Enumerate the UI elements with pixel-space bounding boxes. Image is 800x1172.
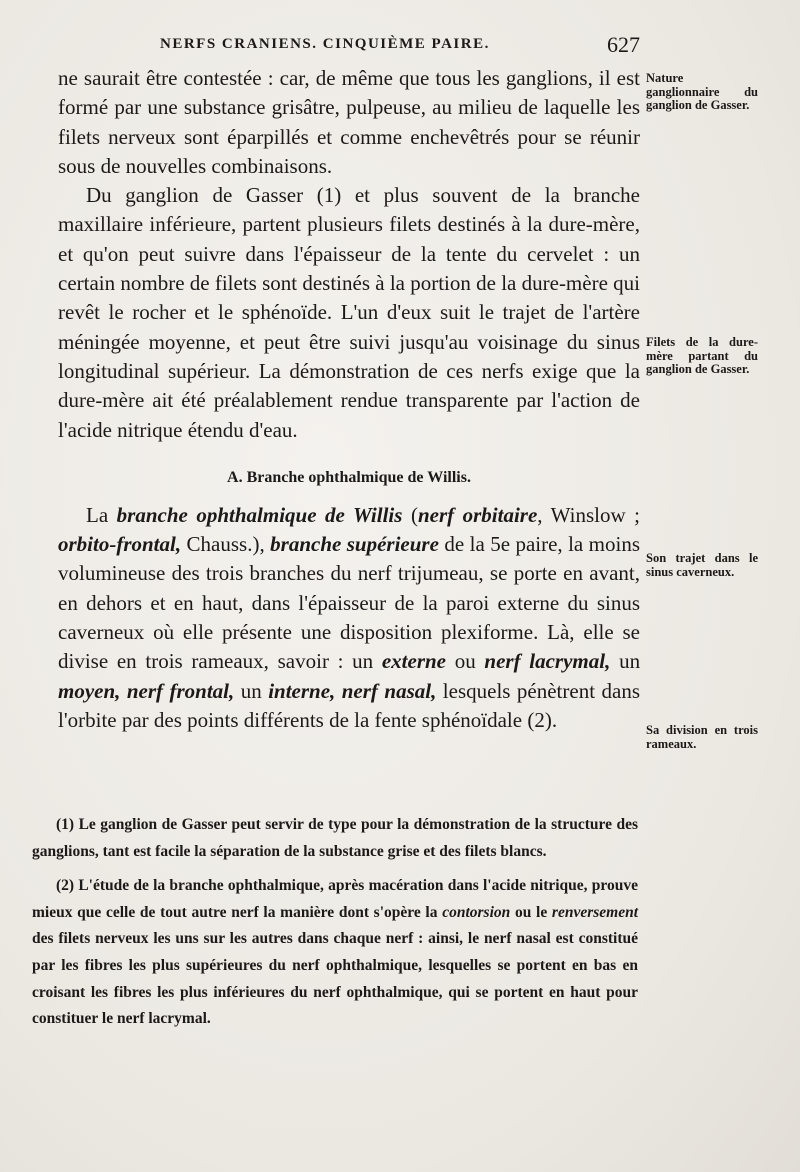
term-nerf-lacrymal: nerf lacrymal, bbox=[484, 649, 611, 674]
text-run: un bbox=[619, 649, 641, 674]
term-branche-superieure: branche supérieure bbox=[270, 532, 439, 557]
term-interne-nerf-nasal: interne, nerf nasal, bbox=[268, 678, 437, 703]
text-run: (2) L'étude de la branche ophthalmique, après macération dans l'acide nitrique, prouve mieux que celle de tout autre nerf la manière dont s'opère la bbox=[32, 877, 638, 921]
margin-note-division-rameaux: Sa division en trois rameaux. bbox=[646, 723, 758, 751]
paragraph-1: ne saurait être contestée : car, de même que tous les ganglions, il est formé par une substance grisâtre, pulpeuse, au milieu de laquelle les filets nerveux sont éparpillés et comme enchevêtrés pour se réunir sous de nouvelles combinaisons. bbox=[58, 66, 640, 178]
page-header bbox=[160, 32, 640, 60]
text-run: ou le bbox=[514, 903, 548, 921]
text-run: lesquels pénètrent dans l'orbite par des points différents de la fente sphénoïdale (2). bbox=[58, 678, 640, 732]
margin-note-filets-dure-mere: Filets de la dure-mère partant du ganglion de Gasser. bbox=[646, 335, 758, 376]
text-run: ou bbox=[454, 649, 476, 674]
margin-note-trajet-sinus: Son trajet dans le sinus caverneux. bbox=[646, 551, 758, 579]
margin-note-nature-ganglionnaire: Nature ganglionnaire du ganglion de Gasser. bbox=[646, 71, 758, 112]
text-run: des filets nerveux les uns sur les autres dans chaque nerf : ainsi, le nerf nasal est constitué par les fibres les plus supérieures du nerf ophthalmique, lesquelles se portent en bas en croisant les fibres les plus inférieures du nerf ophthalmique, qui se portent en haut pour constituer le nerf lacrymal. bbox=[32, 930, 638, 1028]
running-head: NERFS CRANIENS. CINQUIÈME PAIRE. bbox=[160, 36, 490, 52]
term-contorsion: contorsion bbox=[442, 903, 511, 921]
paragraph-2: Du ganglion de Gasser (1) et plus souvent de la branche maxillaire inférieure, partent plusieurs filets destinés à la dure-mère, et qu'on peut suivre dans l'épaisseur de la tente du cervelet : un certain nombre de filets sont destinés à la portion de la dure-mère qui revêt le rocher et le sphénoïde. L'un d'eux suit le trajet de l'artère méningée moyenne, et peut être suivi jusqu'au voisinage du sinus longitudinal supérieur. La démonstration de ces nerfs exige que la dure-mère ait été préalablement rendue transparente par l'action de l'acide nitrique étendu d'eau. bbox=[58, 183, 640, 442]
text-run: un bbox=[240, 678, 262, 703]
term-externe: externe bbox=[381, 649, 447, 674]
page-number: 627 bbox=[607, 32, 640, 57]
text-run: , Winslow ; bbox=[537, 502, 641, 527]
footnote-1: (1) Le ganglion de Gasser peut servir de type pour la démonstration de la structure des ganglions, tant est facile la séparation de la substance grise et des filets blancs. bbox=[32, 816, 638, 860]
text-run: La bbox=[86, 502, 109, 527]
section-heading: A. Branche ophthalmique de Willis. bbox=[227, 468, 471, 486]
text-run: de la 5e paire, la moins volumineuse des trois branches du nerf trijumeau, se porte en avant, en dehors et en haut, dans l'épaisseur de la paroi externe du sinus caverneux où elle présente une disposition plexiforme. Là, elle se divise en trois rameaux, savoir : un bbox=[58, 532, 641, 674]
text-run: ( bbox=[410, 502, 418, 527]
text-run: Chauss.), bbox=[186, 532, 265, 557]
footnote-2 bbox=[32, 873, 638, 1033]
term-branche-ophthalmique: branche ophthalmique de Willis bbox=[116, 502, 403, 527]
term-orbito-frontal: orbito-frontal, bbox=[58, 532, 182, 557]
footnotes bbox=[32, 812, 638, 1041]
term-moyen-nerf-frontal: moyen, nerf frontal, bbox=[58, 678, 235, 703]
term-renversement: renversement bbox=[551, 903, 639, 921]
main-text bbox=[58, 64, 640, 735]
paragraph-3 bbox=[58, 501, 640, 735]
term-nerf-orbitaire: nerf orbitaire bbox=[417, 502, 538, 527]
